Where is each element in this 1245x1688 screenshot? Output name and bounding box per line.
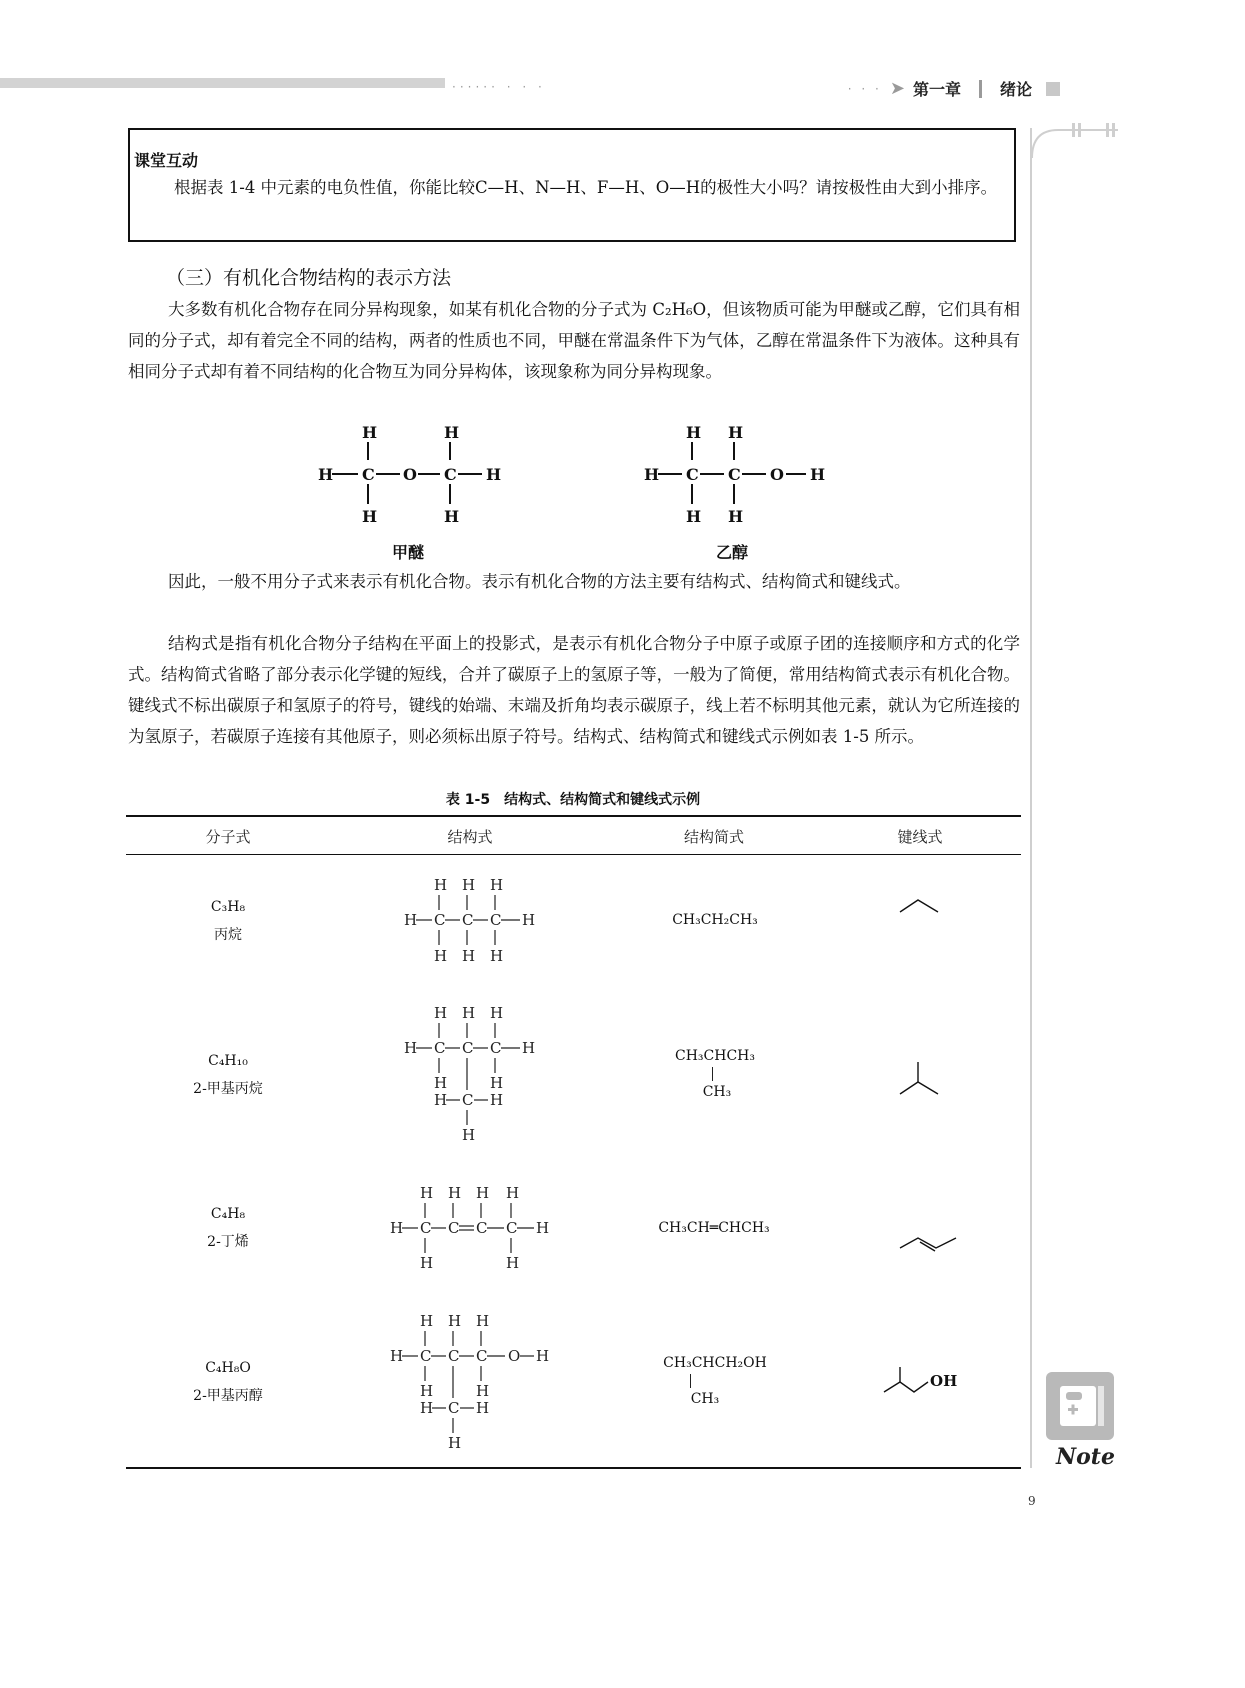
table-row (158, 1200, 298, 1256)
condensed-branch: CH₃ (690, 1391, 720, 1407)
condensed-formula: CH₃CHCH₃ (675, 1048, 755, 1064)
header-decor-dots: ······ · · · (452, 80, 546, 94)
dimethyl-ether-structure (310, 420, 520, 530)
atom-c: C (462, 1039, 474, 1057)
header-separator (979, 80, 982, 98)
table-header-rule (126, 854, 1021, 855)
atom-c: C (728, 465, 741, 484)
paragraph-representation: 因此，一般不用分子式来表示有机化合物。表示有机化合物的方法主要有结构式、结构简式和键线式。 (168, 572, 911, 591)
atom-c: C (444, 465, 457, 484)
propane-skeletal-formula (896, 894, 942, 918)
atom-h: H (434, 947, 448, 965)
condensed-formula: CH₃CHCH₂OH (663, 1355, 767, 1371)
atom-c: C (490, 1039, 502, 1057)
atom-h: H (490, 1074, 504, 1092)
chevron-right-icon: ➤ (889, 78, 905, 99)
atom-h: H (506, 1254, 520, 1272)
atom-h: H (810, 465, 826, 484)
atom-h: H (434, 876, 448, 894)
molecular-formula: C₄H₈O (205, 1360, 251, 1376)
atom-h: H (490, 947, 504, 965)
note-label: Note (1056, 1444, 1115, 1470)
propane-structural-formula (398, 872, 548, 972)
atom-c: C (686, 465, 699, 484)
header-dots: · · · (847, 81, 882, 96)
atom-h: H (644, 465, 660, 484)
atom-h: H (420, 1399, 434, 1417)
atom-h: H (462, 1004, 476, 1022)
atom-c: C (448, 1399, 460, 1417)
compound-name: 2-甲基丙烷 (193, 1081, 263, 1097)
atom-o: O (508, 1347, 521, 1365)
atom-h: H (728, 507, 744, 526)
atom-c: C (448, 1347, 460, 1365)
table-header-formula: 分子式 (205, 828, 251, 846)
atom-c: C (420, 1347, 432, 1365)
atom-h: H (420, 1184, 434, 1202)
note-glyph-icon (1046, 1372, 1114, 1440)
atom-h: H (536, 1219, 550, 1237)
page-number: 9 (1028, 1494, 1036, 1508)
interaction-text: 根据表 1-4 中元素的电负性值，你能比较C—H、N—H、F—H、O—H的极性大小吗？请按极性由大到小排序。 (174, 178, 998, 197)
table-header-skeletal: 键线式 (897, 828, 943, 846)
table-header-condensed: 结构简式 (683, 828, 744, 846)
section-title: （三）有机化合物结构的表示方法 (166, 267, 452, 289)
compound-name: 丙烷 (214, 927, 242, 943)
atom-c: C (434, 911, 446, 929)
table-header-structural: 结构式 (447, 828, 493, 846)
atom-h: H (476, 1312, 490, 1330)
isobutane-structural-formula (398, 1000, 548, 1150)
atom-h: H (448, 1312, 462, 1330)
atom-h: H (728, 423, 744, 442)
atom-h: H (522, 911, 536, 929)
table-caption: 表 1-5 结构式、结构简式和键线式示例 (445, 792, 701, 808)
table-bottom-rule (126, 1467, 1021, 1469)
condensed-formula: CH₃CH═CHCH₃ (658, 1220, 770, 1236)
note-icon (1046, 1372, 1114, 1440)
condensed-branch: CH₃ (702, 1084, 732, 1100)
atom-c: C (448, 1219, 460, 1237)
compound-name: 2-甲基丙醇 (193, 1388, 263, 1404)
atom-h: H (490, 876, 504, 894)
sidebar-decor (1028, 120, 1118, 160)
atom-h: H (462, 1126, 476, 1144)
atom-h: H (462, 876, 476, 894)
ethanol-structure (636, 420, 836, 530)
atom-h: H (522, 1039, 536, 1057)
square-icon (1046, 82, 1060, 96)
dimethyl-ether-label: 甲醚 (392, 543, 425, 562)
ethanol-label: 乙醇 (716, 543, 749, 562)
atom-c: C (434, 1039, 446, 1057)
atom-h: H (444, 423, 460, 442)
atom-h: H (362, 507, 378, 526)
atom-h: H (686, 423, 702, 442)
atom-h: H (390, 1347, 404, 1365)
atom-o: O (770, 465, 784, 484)
atom-c: C (476, 1347, 488, 1365)
chapter-title: 绪论 (999, 80, 1032, 99)
atom-h: H (404, 1039, 418, 1057)
atom-h: H (476, 1184, 490, 1202)
condensed-formula: CH₃CH₂CH₃ (672, 912, 758, 928)
atom-c: C (490, 911, 502, 929)
molecular-formula: C₄H₈ (210, 1206, 246, 1222)
atom-h: H (420, 1312, 434, 1330)
atom-h: H (420, 1382, 434, 1400)
header-decor-bar (0, 78, 445, 88)
atom-h: H (506, 1184, 520, 1202)
molecular-formula: C₃H₈ (210, 899, 246, 915)
table-row (158, 1047, 298, 1103)
atom-h: H (476, 1399, 490, 1417)
interaction-title: 课堂互动 (134, 151, 199, 170)
running-header (848, 77, 1060, 100)
molecular-formula: C₄H₁₀ (208, 1053, 248, 1069)
atom-h: H (686, 507, 702, 526)
chapter-number: 第一章 (912, 80, 961, 99)
atom-h: H (404, 911, 418, 929)
atom-h: H (476, 1382, 490, 1400)
atom-h: H (490, 1091, 504, 1109)
atom-h: H (448, 1184, 462, 1202)
atom-h: H (536, 1347, 550, 1365)
atom-h: H (462, 947, 476, 965)
butene-skeletal-formula (896, 1228, 962, 1254)
atom-h: H (362, 423, 378, 442)
atom-c: C (476, 1219, 488, 1237)
table-row (158, 893, 298, 949)
atom-h: H (444, 507, 460, 526)
atom-c: C (362, 465, 375, 484)
paragraph-definitions: 结构式是指有机化合物分子结构在平面上的投影式，是表示有机化合物分子中原子或原子团的连接顺序和方式的化学式。结构简式省略了部分表示化学键的短线，合并了碳原子上的氢原子等，一般为了简便，常用结构简式表示有机化合物。键线式不标出碳原子和氢原子的符号，键线的始端、末端及折角均表示碳原子，线上若不标明其他元素，就认为它所连接的为氢原子，若碳原子连接有其他原子，则必须标出原子符号。结构式、结构简式和键线式示例如表 1-5 所示。 (128, 634, 1020, 746)
atom-o: O (403, 465, 417, 484)
butene-structural-formula (384, 1180, 564, 1275)
atom-h: H (390, 1219, 404, 1237)
atom-c: C (462, 1091, 474, 1109)
atom-h: H (420, 1254, 434, 1272)
methylpropanol-skeletal-formula (880, 1364, 960, 1400)
atom-h: H (318, 465, 334, 484)
methylpropanol-structural-formula (384, 1308, 564, 1458)
atom-c: C (462, 911, 474, 929)
atom-h: H (486, 465, 502, 484)
atom-c: C (420, 1219, 432, 1237)
atom-h: H (434, 1091, 448, 1109)
paragraph-isomerism: 大多数有机化合物存在同分异构现象，如某有机化合物的分子式为 C₂H₆O，但该物质可能为甲醚或乙醇，它们具有相同的分子式，却有着完全不同的结构，两者的性质也不同，甲醚在常温条件下为气体，乙醇在常温条件下为液体。这种具有相同分子式却有着不同结构的化合物互为同分异构体，该现象称为同分异构现象。 (128, 300, 1020, 381)
atom-h: H (490, 1004, 504, 1022)
atom-h: H (434, 1074, 448, 1092)
atom-h: H (448, 1434, 462, 1452)
skeletal-oh-label: OH (930, 1372, 958, 1390)
table-top-rule (126, 815, 1021, 817)
table-row (158, 1354, 298, 1410)
atom-c: C (506, 1219, 518, 1237)
atom-h: H (434, 1004, 448, 1022)
compound-name: 2-丁烯 (207, 1234, 249, 1250)
isobutane-skeletal-formula (896, 1058, 942, 1102)
